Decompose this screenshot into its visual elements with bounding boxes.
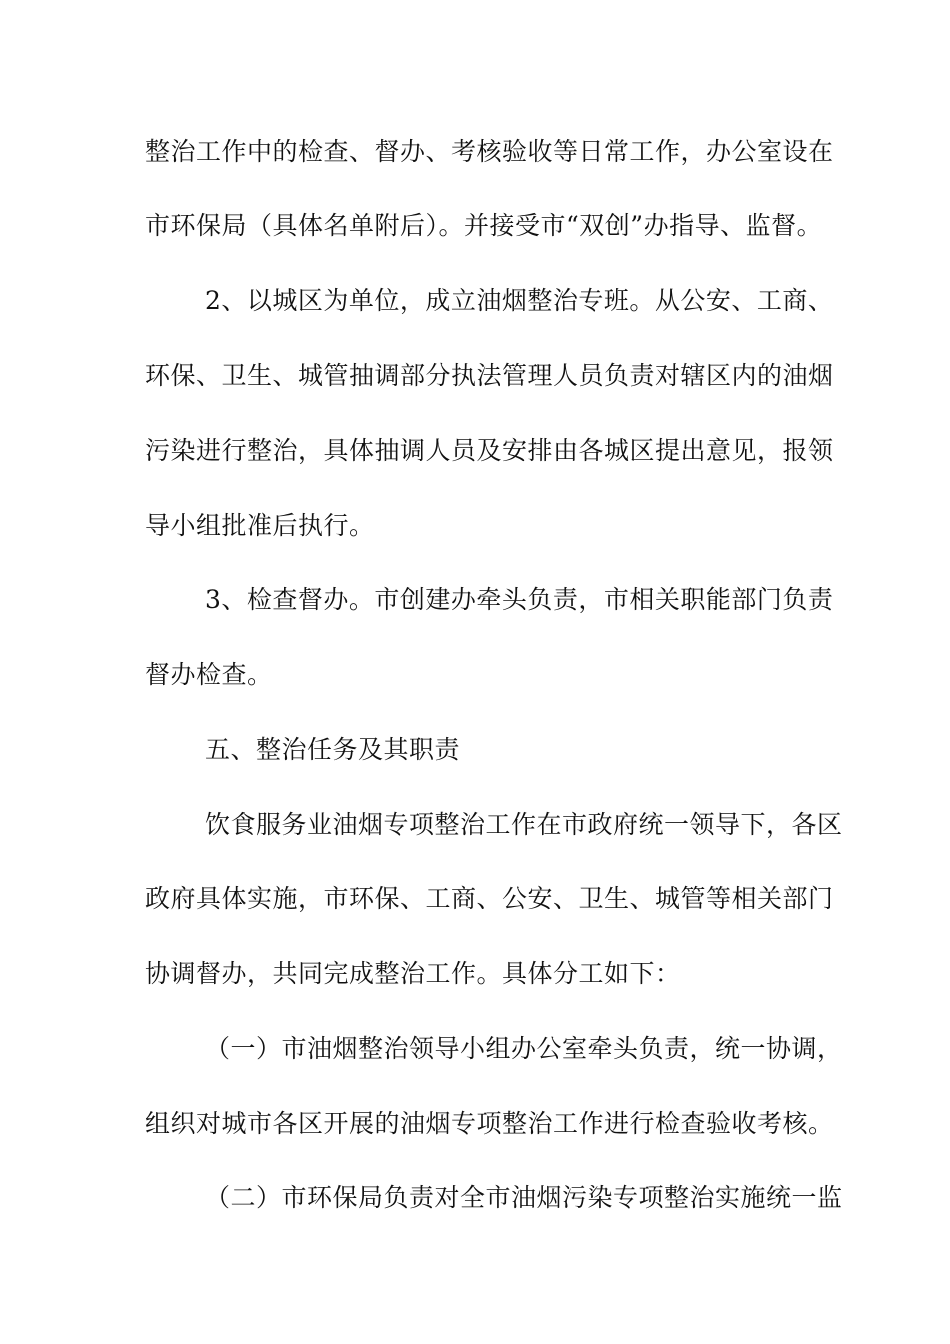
- paragraph-line: 政府具体实施，市环保、工商、公安、卫生、城管等相关部门: [145, 884, 834, 913]
- section-heading: 五、整治任务及其职责: [205, 735, 461, 764]
- paragraph-line: 污染进行整治，具体抽调人员及安排由各城区提出意见，报领: [145, 436, 834, 465]
- paragraph-line: （一）市油烟整治领导小组办公室牵头负责，统一协调，: [205, 1034, 843, 1063]
- paragraph-line: 2、以城区为单位，成立油烟整治专班。从公安、工商、: [205, 286, 834, 315]
- paragraph-line: 饮食服务业油烟专项整治工作在市政府统一领导下，各区: [205, 810, 843, 839]
- paragraph-line: 整治工作中的检查、督办、考核验收等日常工作，办公室设在: [145, 137, 834, 166]
- paragraph-line: （二）市环保局负责对全市油烟污染专项整治实施统一监: [205, 1183, 843, 1212]
- paragraph-line: 市环保局（具体名单附后）。并接受市“双创”办指导、监督。: [145, 211, 823, 240]
- paragraph-line: 协调督办，共同完成整治工作。具体分工如下：: [145, 959, 681, 988]
- paragraph-line: 督办检查。: [145, 660, 273, 689]
- paragraph-line: 组织对城市各区开展的油烟专项整治工作进行检查验收考核。: [145, 1109, 834, 1138]
- paragraph-line: 3、检查督办。市创建办牵头负责，市相关职能部门负责: [205, 585, 834, 614]
- paragraph-line: 导小组批准后执行。: [145, 511, 375, 540]
- paragraph-line: 环保、卫生、城管抽调部分执法管理人员负责对辖区内的油烟: [145, 361, 834, 390]
